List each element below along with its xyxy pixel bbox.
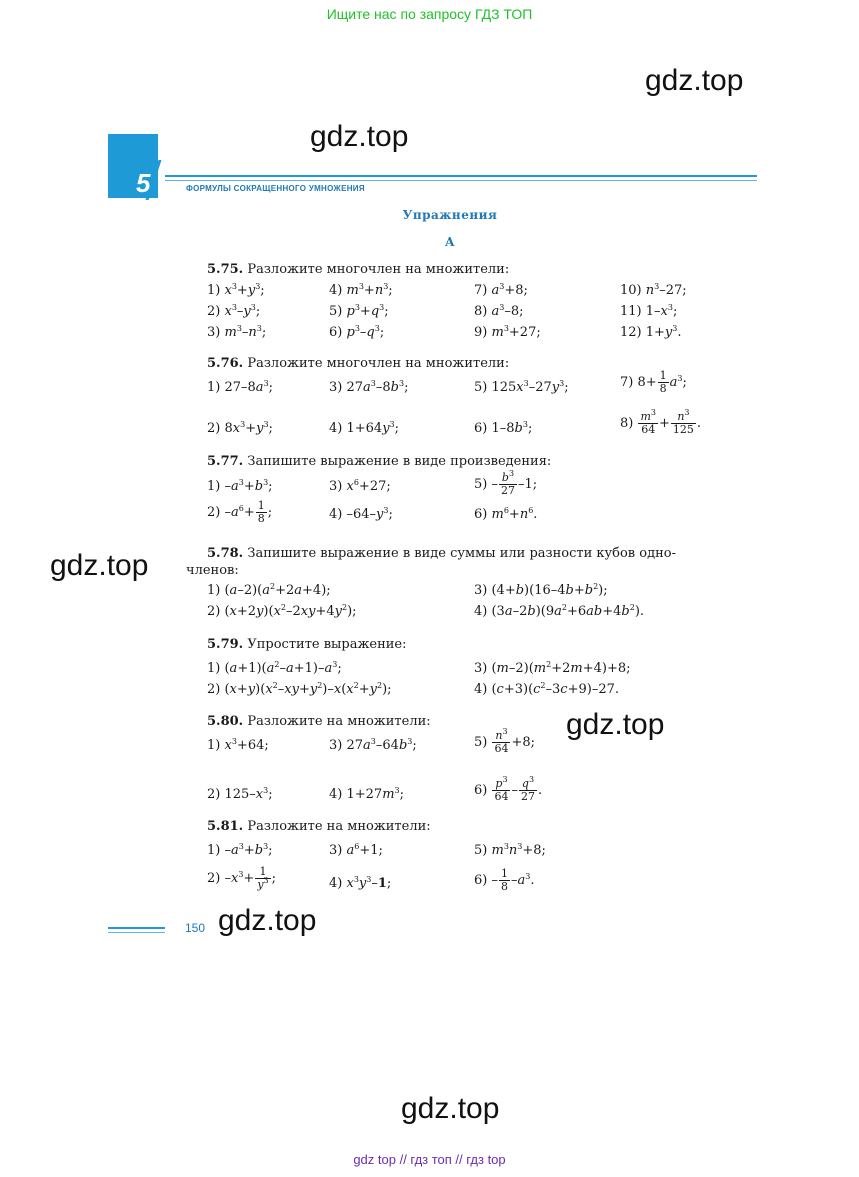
- exercise-item: 4) $m^3+n^3$;: [329, 282, 393, 298]
- footer-rule: [108, 932, 165, 933]
- exercise-item: 4) $1+27m^3$;: [329, 786, 404, 802]
- exercise-item: 4) $x^3y^3-1$;: [329, 875, 392, 891]
- exercise-item: 1) $27-8a^3$;: [207, 379, 274, 395]
- exercise-item: 6) – $\frac{1}{8}$ $-a^3$.: [474, 867, 535, 894]
- exercise-item: 2) $125-x^3$;: [207, 786, 273, 802]
- exercise-item: 5) $p^3+q^3$;: [329, 303, 389, 319]
- exercise-5-81-heading: 5.81. Разложите на множители:: [207, 819, 431, 834]
- exercise-item: 2) $-x^3+$ $\frac{1}{y^3}$ ;: [207, 865, 277, 892]
- exercise-item: 3) $27a^3-8b^3$;: [329, 379, 409, 395]
- exercise-item: 8) $a^3-8$;: [474, 303, 524, 319]
- exercise-5-77-heading: 5.77. Запишите выражение в виде произведения:: [207, 454, 552, 469]
- exercise-item: 5) $m^3n^3+8$;: [474, 842, 546, 858]
- page-number: 150: [185, 921, 206, 935]
- exercise-item: 7) $a^3+8$;: [474, 282, 528, 298]
- exercise-item: 6) $\frac{p^3}{64}$ – $\frac{q^3}{27}$ .: [474, 775, 543, 804]
- chapter-rule: [165, 180, 757, 181]
- exercise-item: 2) $x^3-y^3$;: [207, 303, 261, 319]
- exercise-item: 12) $1+y^3$.: [620, 324, 682, 340]
- watermark: gdz.top: [310, 120, 409, 153]
- exercise-item: 8) $\frac{m^3}{64}$ + $\frac{n^3}{125}$ .: [620, 408, 702, 437]
- footer-rule: [108, 927, 165, 929]
- exercise-item: 6) $p^3-q^3$;: [329, 324, 385, 340]
- watermark: gdz.top: [50, 549, 149, 582]
- chapter-rule: [165, 175, 757, 177]
- watermark: gdz.top: [645, 64, 744, 97]
- exercise-item: 3) $27a^3-64b^3$;: [329, 737, 417, 753]
- exercise-item: 2) $(x+2y)(x^2-2xy+4y^2)$;: [207, 603, 357, 619]
- exercise-item: 3) $m^3-n^3$;: [207, 324, 267, 340]
- exercise-item: 3) $x^6+27$;: [329, 478, 391, 494]
- exercise-5-75-heading: 5.75. Разложите многочлен на множители:: [207, 262, 510, 277]
- watermark: gdz.top: [218, 904, 317, 937]
- chapter-title: ФОРМУЛЫ СОКРАЩЕННОГО УМНОЖЕНИЯ: [186, 184, 365, 193]
- exercise-item: 1) $x^3+64$;: [207, 737, 269, 753]
- watermark: gdz.top: [401, 1092, 500, 1125]
- exercise-item: 10) $n^3-27$;: [620, 282, 687, 298]
- exercise-item: 5) $\frac{n^3}{64}$ +8;: [474, 727, 536, 756]
- exercise-item: 4) $-64-y^3$;: [329, 506, 393, 522]
- exercise-item: 4) $1+64y^3$;: [329, 420, 400, 436]
- exercise-item: 2) $8x^3+y^3$;: [207, 420, 273, 436]
- bottom-links[interactable]: gdz top // гдз топ // гдз top: [353, 1152, 506, 1167]
- exercise-item: 11) $1-x^3$;: [620, 303, 678, 319]
- exercise-item: 5) $125x^3-27y^3$;: [474, 379, 569, 395]
- chapter-number: 5: [136, 168, 151, 198]
- exercise-item: 6) $m^6+n^6$.: [474, 506, 538, 522]
- exercise-5-76-heading: 5.76. Разложите многочлен на множители:: [207, 356, 510, 371]
- exercise-item: 1) $-a^3+b^3$;: [207, 842, 273, 858]
- exercise-item: 5) – $\frac{b^3}{27}$ –1;: [474, 469, 538, 498]
- exercise-item: 1) $x^3+y^3$;: [207, 282, 265, 298]
- exercise-item: 3) $(m-2)(m^2+2m+4)+8$;: [474, 660, 631, 676]
- exercise-item: 1) $-a^3+b^3$;: [207, 478, 273, 494]
- watermark: gdz.top: [566, 708, 665, 741]
- exercise-item: 6) $1-8b^3$;: [474, 420, 533, 436]
- exercise-5-80-heading: 5.80. Разложите на множители:: [207, 714, 431, 729]
- exercise-item: 7) 8+ $\frac{1}{8}$ $a^3$;: [620, 369, 687, 396]
- section-title: Упражнения: [402, 208, 498, 222]
- exercise-item: 2) $-a^6+$ $\frac{1}{8}$ ;: [207, 499, 273, 526]
- exercise-item: 1) $(a-2)(a^2+2a+4)$;: [207, 582, 331, 598]
- exercise-5-78-heading: 5.78. Запишите выражение в виде суммы или разности кубов одно-: [207, 546, 676, 561]
- exercise-5-78-heading-cont: членов:: [186, 563, 239, 578]
- exercise-5-79-heading: 5.79. Упростите выражение:: [207, 637, 407, 652]
- exercise-item: 4) $(c+3)(c^2-3c+9)-27$.: [474, 681, 619, 697]
- exercise-item: 9) $m^3+27$;: [474, 324, 541, 340]
- top-search-link[interactable]: Ищите нас по запросу ГДЗ ТОП: [326, 6, 533, 22]
- exercise-item: 1) $(a+1)(a^2-a+1)-a^3$;: [207, 660, 342, 676]
- exercise-item: 3) $a^6+1$;: [329, 842, 383, 858]
- exercise-item: 4) $(3a-2b)(9a^2+6ab+4b^2)$.: [474, 603, 645, 619]
- level-label: А: [444, 235, 456, 249]
- exercise-item: 2) $(x+y)(x^2-xy+y^2)-x(x^2+y^2)$;: [207, 681, 392, 697]
- exercise-item: 3) $(4+b)(16-4b+b^2)$;: [474, 582, 608, 598]
